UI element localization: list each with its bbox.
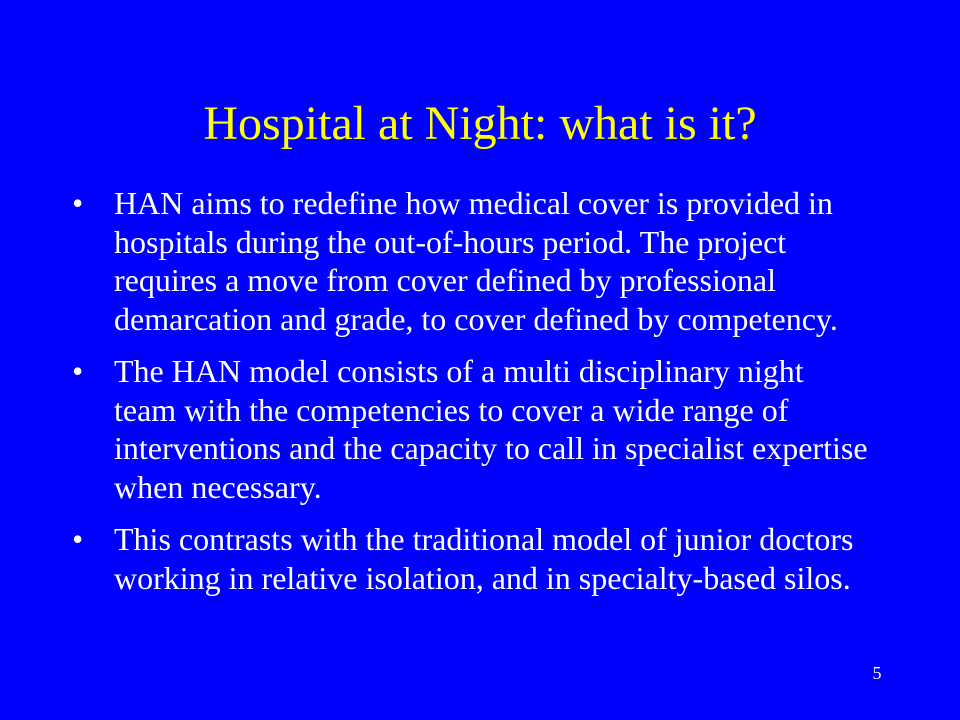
bullet-icon: • [72, 185, 84, 221]
bullet-icon: • [72, 353, 84, 389]
slide-title: Hospital at Night: what is it? [203, 97, 757, 150]
page-number: 5 [872, 663, 882, 683]
bullet-icon: • [72, 521, 84, 557]
bullet-text: This contrasts with the traditional model of junior doctors working in relative isolation, and in specialty-based silos. [114, 521, 854, 596]
bullet-item [72, 352, 872, 506]
bullet-item [72, 184, 872, 338]
bullet-list [72, 184, 872, 611]
bullet-text: HAN aims to redefine how medical cover is provided in hospitals during the out-of-hours period. The project requires a move from cover defined by professional demarcation and grade, to cover defined by competency. [114, 185, 838, 337]
bullet-item [72, 520, 872, 597]
bullet-text: The HAN model consists of a multi disciplinary night team with the competencies to cover a wide range of interventions and the capacity to call in specialist expertise when necessary. [114, 353, 868, 505]
